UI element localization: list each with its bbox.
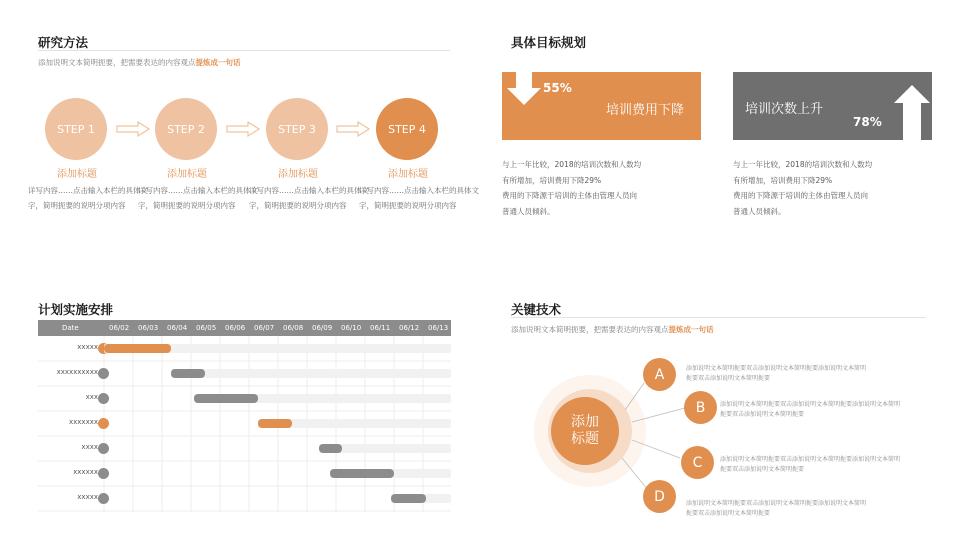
gantt-row-dot bbox=[98, 443, 109, 454]
goal-left-label: 培训费用下降 bbox=[606, 103, 685, 118]
tech-item-c-badge bbox=[681, 446, 714, 479]
goal-left-line: 有所增加，培训费用下降29% bbox=[502, 175, 602, 185]
tech-item-b-desc bbox=[720, 400, 920, 420]
gantt-header-day: 06/02 bbox=[109, 324, 130, 332]
down-arrow-icon bbox=[506, 72, 542, 106]
gantt-bar[interactable] bbox=[258, 419, 293, 428]
research-title: 研究方法 bbox=[38, 35, 89, 50]
gantt-header-day: 06/09 bbox=[312, 324, 333, 332]
gantt-row-label: xxx bbox=[85, 393, 98, 401]
gantt-row-dot bbox=[98, 368, 109, 379]
goal-left-percent: 55% bbox=[543, 81, 572, 95]
step-2-label: STEP 2 bbox=[167, 122, 205, 136]
step-1-label: STEP 1 bbox=[57, 122, 95, 136]
gantt-row-track bbox=[171, 369, 451, 378]
gantt-bar[interactable] bbox=[319, 444, 342, 453]
gantt-row-label: xxxxx bbox=[77, 493, 98, 501]
step-4-label: STEP 4 bbox=[388, 122, 426, 136]
tech-item-desc-line: 添加说明文本简明扼要双击添加说明文本简明扼要添加说明文本简明 bbox=[720, 456, 901, 463]
tech-item-c-desc bbox=[720, 455, 920, 475]
goal-left-line: 费用的下降源于培训的主体由管理人员向 bbox=[502, 191, 637, 200]
goal-right-percent: 78% bbox=[853, 115, 882, 129]
gantt-header-day: 06/04 bbox=[167, 324, 188, 332]
gantt-row-label: xxxxxxx bbox=[69, 418, 98, 426]
gantt-bar[interactable] bbox=[194, 394, 258, 403]
tech-subtitle-text: 添加说明文本简明扼要，把需要表达的内容观点 bbox=[511, 325, 669, 334]
step-2-title: 添加标题 bbox=[167, 169, 207, 180]
gantt-bar[interactable] bbox=[171, 369, 206, 378]
up-arrow-icon bbox=[893, 85, 931, 140]
tech-title: 关键技术 bbox=[511, 302, 562, 317]
arrow-right-icon bbox=[226, 121, 260, 137]
research-subtitle bbox=[38, 57, 241, 68]
tech-subtitle-highlight: 提炼成一句话 bbox=[668, 325, 714, 334]
gantt-row-dot bbox=[98, 418, 109, 429]
goals-title: 具体目标规划 bbox=[511, 35, 587, 50]
tech-center-line: 添加 bbox=[571, 414, 599, 430]
tech-item-d-badge bbox=[643, 480, 676, 513]
research-subtitle-text: 添加说明文本简明扼要，把需要表达的内容观点 bbox=[38, 58, 196, 67]
tech-item-letter: A bbox=[654, 366, 665, 383]
gantt-row-label: xxxxxx bbox=[73, 468, 98, 476]
research-divider bbox=[38, 50, 450, 51]
tech-item-b-badge bbox=[684, 391, 717, 424]
gantt-row-label: xxxxx bbox=[77, 343, 98, 351]
tech-center-circle bbox=[551, 397, 619, 465]
goal-left-line: 与上一年比较，2018的培训次数和人数均 bbox=[502, 160, 642, 169]
arrow-right-icon bbox=[116, 121, 150, 137]
gantt-row-dot bbox=[98, 468, 109, 479]
gantt-header-day: 06/07 bbox=[254, 324, 275, 332]
step-2-circle bbox=[155, 98, 217, 160]
gantt-bar[interactable] bbox=[330, 469, 394, 478]
step-3-title: 添加标题 bbox=[278, 169, 318, 180]
tech-item-a-desc bbox=[686, 364, 886, 384]
gantt-header-day: 06/13 bbox=[428, 324, 449, 332]
gantt-row-label: xxxx bbox=[81, 443, 98, 451]
research-subtitle-highlight: 提炼成一句话 bbox=[195, 58, 241, 67]
gantt-bar[interactable] bbox=[104, 344, 171, 353]
gantt-header-day: 06/06 bbox=[225, 324, 246, 332]
step-4-title: 添加标题 bbox=[388, 169, 428, 180]
tech-item-desc-line: 添加说明文本简明扼要双击添加说明文本简明扼要添加说明文本简明 bbox=[720, 401, 901, 408]
step-1-title: 添加标题 bbox=[57, 169, 97, 180]
tech-item-letter: B bbox=[695, 399, 706, 416]
gantt-header-day: 06/10 bbox=[341, 324, 362, 332]
tech-divider bbox=[511, 317, 926, 318]
step-4-circle bbox=[376, 98, 438, 160]
step-3-label: STEP 3 bbox=[278, 122, 316, 136]
tech-center-line: 标题 bbox=[571, 431, 599, 447]
tech-item-d-desc bbox=[686, 499, 886, 519]
step-4-desc: 详写内容……点击输入本栏的具体文字，简明扼要的说明分项内容 bbox=[359, 186, 479, 210]
gantt-header bbox=[38, 320, 451, 336]
tech-item-desc-line: 扼要双击添加说明文本简明扼要 bbox=[720, 466, 805, 473]
goal-right-line: 普通人员倾斜。 bbox=[733, 206, 786, 216]
gantt-header-day: 06/03 bbox=[138, 324, 159, 332]
tech-item-a-badge bbox=[643, 358, 676, 391]
goal-right-line: 费用的下降源于培训的主体由管理人员向 bbox=[733, 191, 868, 200]
goal-right-line: 与上一年比较，2018的培训次数和人数均 bbox=[733, 160, 873, 169]
step-3-desc: 详写内容……点击输入本栏的具体文字，简明扼要的说明分项内容 bbox=[249, 186, 369, 210]
gantt-header-day: 06/08 bbox=[283, 324, 304, 332]
gantt-header-day: 06/05 bbox=[196, 324, 217, 332]
gantt-row-label: xxxxxxxxxx bbox=[56, 368, 98, 376]
gantt-header-day: 06/11 bbox=[370, 324, 391, 332]
step-1-desc: 详写内容……点击输入本栏的具体文字，简明扼要的说明分项内容 bbox=[28, 186, 148, 210]
goal-right-line: 有所增加，培训费用下降29% bbox=[733, 175, 833, 185]
gantt-bar[interactable] bbox=[391, 494, 426, 503]
tech-item-desc-line: 添加说明文本简明扼要双击添加说明文本简明扼要添加说明文本简明 bbox=[686, 500, 867, 507]
gantt-header-day: 06/12 bbox=[399, 324, 420, 332]
goal-right-banner bbox=[733, 72, 932, 140]
tech-subtitle bbox=[511, 324, 714, 335]
gantt-row-dot bbox=[98, 393, 109, 404]
tech-item-letter: D bbox=[654, 488, 665, 505]
goal-right-label: 培训次数上升 bbox=[745, 102, 824, 117]
tech-item-desc-line: 添加说明文本简明扼要双击添加说明文本简明扼要添加说明文本简明 bbox=[686, 365, 867, 372]
arrow-right-icon bbox=[336, 121, 370, 137]
gantt-rows bbox=[38, 336, 451, 512]
step-3-circle bbox=[266, 98, 328, 160]
goal-right-paragraph bbox=[733, 157, 933, 219]
gantt-header-date: Date bbox=[62, 324, 79, 332]
step-2-desc: 详写内容……点击输入本栏的具体文字，简明扼要的说明分项内容 bbox=[138, 186, 258, 210]
tech-item-letter: C bbox=[692, 454, 703, 471]
goal-left-paragraph bbox=[502, 157, 702, 219]
goal-left-line: 普通人员倾斜。 bbox=[502, 206, 555, 216]
tech-item-desc-line: 扼要双击添加说明文本简明扼要 bbox=[686, 510, 771, 517]
goal-left-banner bbox=[502, 72, 701, 140]
tech-item-desc-line: 扼要双击添加说明文本简明扼要 bbox=[686, 375, 771, 382]
step-1-circle bbox=[45, 98, 107, 160]
gantt-row-dot bbox=[98, 493, 109, 504]
plan-title: 计划实施安排 bbox=[38, 302, 114, 317]
tech-item-desc-line: 扼要双击添加说明文本简明扼要 bbox=[720, 411, 805, 418]
